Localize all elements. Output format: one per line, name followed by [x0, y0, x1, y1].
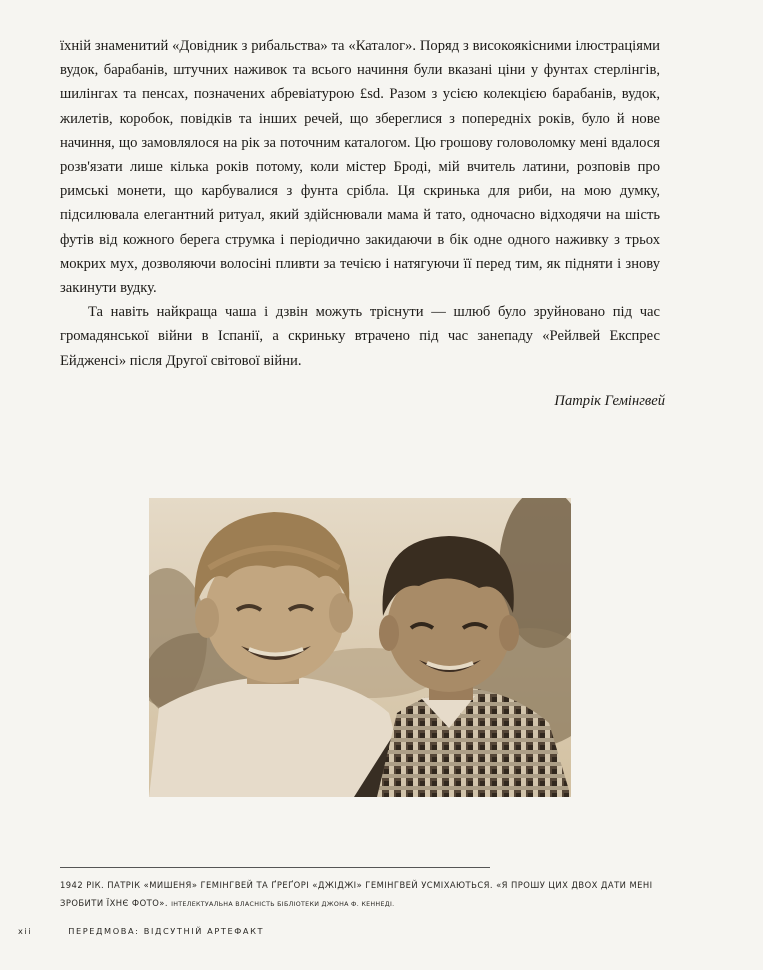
paragraph-1: їхній знаменитий «Довідник з рибальства» та «Каталог». Поряд з високоякісними ілюстраціями вудок, барабанів, штучних наживок та всього начиння були вказані ціни у фунтах стерлінгів, шилінгах та пенсах, позначених абревіатурою £sd. Разом з усією колекцією барабанів, вудок, жилетів, коробок, повідків та інших речей, що збереглися з попередніх років, було й нове начиння, що замовлялося на рік за поточним каталогом. Цю грошову головоломку мені вдалося розв'язати лише кілька років потому, коли містер Броді, мій вчитель латини, розповів про римські монети, що карбувалися з фунта срібла. Ця скринька для риби, на мою думку, підсилювала елегантний ритуал, який здійснювали мама й тато, одночасно відходячи на шість футів від кожного берега струмка і періодично закидаючи в бік одне одного наживку з трьох мокрих мух, дозволяючи волосіні пливти за течією і натягуючи її перед тим, як підняти і знову закинути вудку.: [60, 38, 660, 297]
caption-text: 1942 РІК. ПАТРІК «МИШЕНЯ» ГЕМІНГВЕЙ ТА ҐРЕҐОРІ «ДЖІДЖІ» ГЕМІНГВЕЙ УСМІХАЮТЬСЯ. «Я ПРОШУ ЦИХ ДВОХ ДАТИ МЕНІ ЗРОБИТИ ЇХНЄ ФОТО».: [60, 880, 653, 908]
caption-rule: [60, 867, 490, 868]
body-text: [60, 34, 660, 373]
photo-two-boys-smiling: [149, 498, 571, 797]
paragraph-2: Та навіть найкраща чаша і дзвін можуть тріснути — шлюб було зруйновано під час громадянської війни в Іспанії, а скриньку втрачено під час занепаду «Рейлвей Експрес Ейдженсі» після Другої світової війни.: [60, 304, 660, 369]
page-footer: [18, 926, 264, 936]
author-signature: Патрік Гемінгвей: [554, 393, 665, 409]
caption-credit: ІНТЕЛЕКТУАЛЬНА ВЛАСНІСТЬ БІБЛІОТЕКИ ДЖОНА Ф. КЕННЕДІ.: [171, 901, 395, 908]
page-number: xii: [18, 926, 33, 936]
photo-illustration: [149, 498, 571, 797]
running-head: ПЕРЕДМОВА: ВІДСУТНІЙ АРТЕФАКТ: [68, 926, 265, 936]
photo-caption: [60, 876, 670, 914]
